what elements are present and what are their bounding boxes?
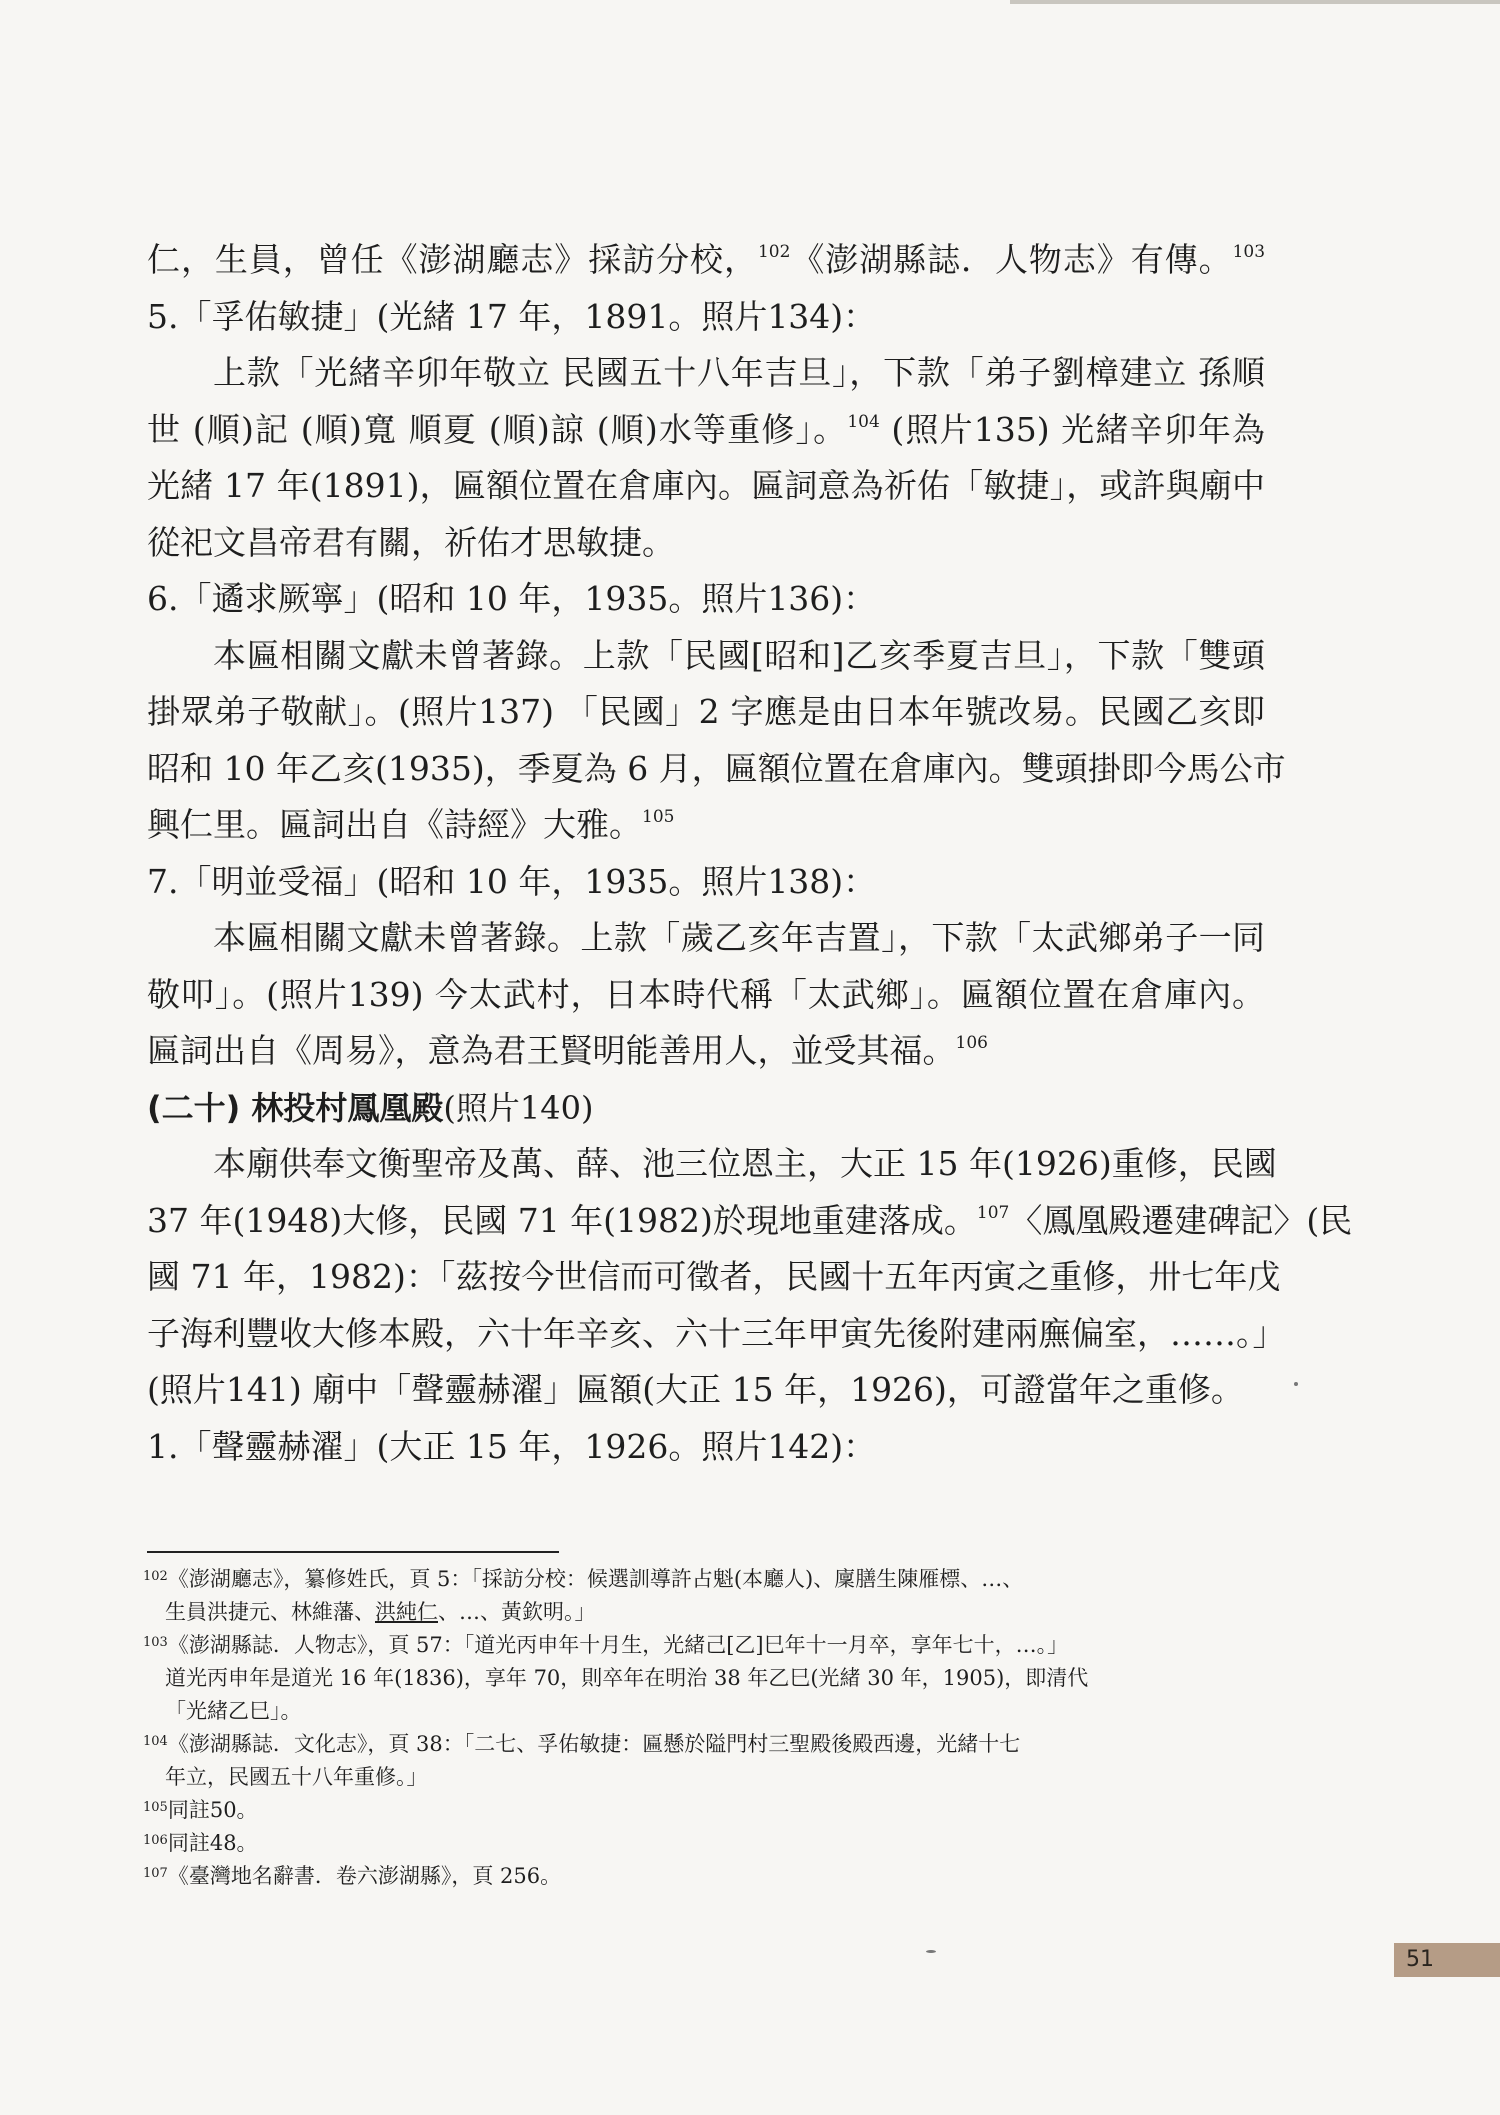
footnote-ref[interactable]: 107 (976, 1202, 1010, 1223)
paragraph-line: 從祀文昌帝君有關，祈佑才思敏捷。 (147, 522, 675, 562)
paragraph-line: 仁，生員，曾任《澎湖廳志》採訪分校，$^{102}$《澎湖縣誌．人物志》有傳。$^{103}$ (147, 240, 1266, 279)
footnote-107: $^{107}$《臺灣地名辭書．卷六澎湖縣》，頁 256。 (143, 1864, 562, 1888)
paragraph-line: 本廟供奉文衡聖帝及萬、薛、池三位恩主，大正 15 年(1926)重修，民國 (213, 1144, 1277, 1183)
footnote-104-cont: 年立，民國五十八年重修。」 (165, 1765, 428, 1789)
item-heading: 1.「聲靈赫濯」(大正 15 年，1926。照片142)： (147, 1426, 877, 1466)
paragraph-line: 37 年(1948)大修，民國 71 年(1982)於現地重建落成。$^{107}$〈鳳凰殿遷建碑記〉(民 (147, 1200, 1353, 1240)
footnote-105: $^{105}$同註50。 (143, 1798, 258, 1822)
footnote-102: $^{102}$《澎湖廳志》，纂修姓氏，頁 5：「採訪分校：候選訓導許占魁(本廳人)、廩膳生陳雁標、…、 (143, 1567, 1024, 1591)
paragraph-line: 昭和 10 年乙亥(1935)，季夏為 6 月，匾額位置在倉庫內。雙頭掛即今馬公市 (147, 748, 1286, 788)
item-heading: 5.「孚佑敏捷」(光緒 17 年，1891。照片134)： (147, 296, 877, 336)
paragraph-line: 國 71 年，1982)：「茲按今世信而可徵者，民國十五年丙寅之重修，卅七年戊 (147, 1257, 1281, 1296)
paragraph-line: 光緒 17 年(1891)，匾額位置在倉庫內。匾詞意為祈佑「敏捷」，或許與廟中 (147, 466, 1265, 505)
footnote-104: $^{104}$《澎湖縣誌．文化志》，頁 38：「二七、孚佑敏捷：匾懸於隘門村三聖殿後殿西邊，光緒十七 (143, 1732, 1021, 1756)
paragraph-line: 匾詞出自《周易》，意為君王賢明能善用人，並受其福。$^{106}$ (147, 1031, 988, 1070)
scan-speck (1294, 1382, 1298, 1386)
footnotes (143, 1563, 1268, 1893)
paragraph-line: 本匾相關文獻未曾著錄。上款「民國[昭和]乙亥季夏吉旦」，下款「雙頭 (213, 635, 1265, 675)
footnote-ref[interactable]: 103 (1232, 242, 1266, 262)
top-edge-shadow (1010, 0, 1500, 4)
footnote-ref[interactable]: 104 (847, 411, 880, 432)
paragraph-line: 上款「光緒辛卯年敬立 民國五十八年吉旦」，下款「弟子劉樟建立 孫順 (213, 353, 1265, 392)
footnote-ref[interactable]: 106 (955, 1033, 988, 1053)
footnote-ref[interactable]: 105 (642, 807, 675, 827)
paragraph-line: 子海利豐收大修本殿，六十年辛亥、六十三年甲寅先後附建兩廡偏室，……。」 (147, 1313, 1286, 1353)
footnote-divider (147, 1551, 559, 1553)
paragraph-line: 世 (順)記 (順)寬 順夏 (順)諒 (順)水等重修」。$^{104}$ (照片135) 光緒辛卯年為 (147, 409, 1266, 449)
item-heading: 7.「明並受福」(昭和 10 年，1935。照片138)： (147, 861, 877, 901)
footnote-103-cont: 道光丙申年是道光 16 年(1836)，享年 70，則卒年在明治 38 年乙巳(光緒 30 年，1905)，即清代 (165, 1666, 1089, 1690)
footnote-102-cont: 生員洪捷元、林維藩、洪純仁、…、黃欽明。」 (165, 1600, 596, 1624)
body-text (147, 232, 1353, 1475)
paragraph-line: 本匾相關文獻未曾著錄。上款「歲乙亥年吉置」，下款「太武鄉弟子一同 (213, 918, 1265, 957)
paragraph-line: 興仁里。匾詞出自《詩經》大雅。$^{105}$ (147, 805, 675, 844)
scan-speck (926, 1950, 936, 1953)
footnote-103-cont: 「光緒乙巳」。 (165, 1699, 302, 1723)
paragraph-line: 敬叩」。(照片139) 今太武村，日本時代稱「太武鄉」。匾額位置在倉庫內。 (147, 974, 1265, 1014)
footnote-106: $^{106}$同註48。 (143, 1831, 258, 1855)
item-heading: 6.「遹求厥寧」(昭和 10 年，1935。照片136)： (147, 579, 877, 618)
paragraph-line: 掛眾弟子敬献」。(照片137) 「民國」2 字應是由日本年號改易。民國乙亥即 (147, 692, 1265, 731)
paragraph-line: (照片141) 廟中「聲靈赫濯」匾額(大正 15 年，1926)，可證當年之重修。 (147, 1370, 1244, 1409)
page-number: 51 (1394, 1943, 1500, 1977)
section-heading: (二十) 林投村鳳凰殿(照片140) (147, 1088, 594, 1127)
footnote-103: $^{103}$《澎湖縣誌．人物志》，頁 57：「道光丙申年十月生，光緒己[乙]巳年十一月卒，享年七十，…。」 (143, 1633, 1069, 1657)
footnote-ref[interactable]: 102 (757, 242, 791, 262)
